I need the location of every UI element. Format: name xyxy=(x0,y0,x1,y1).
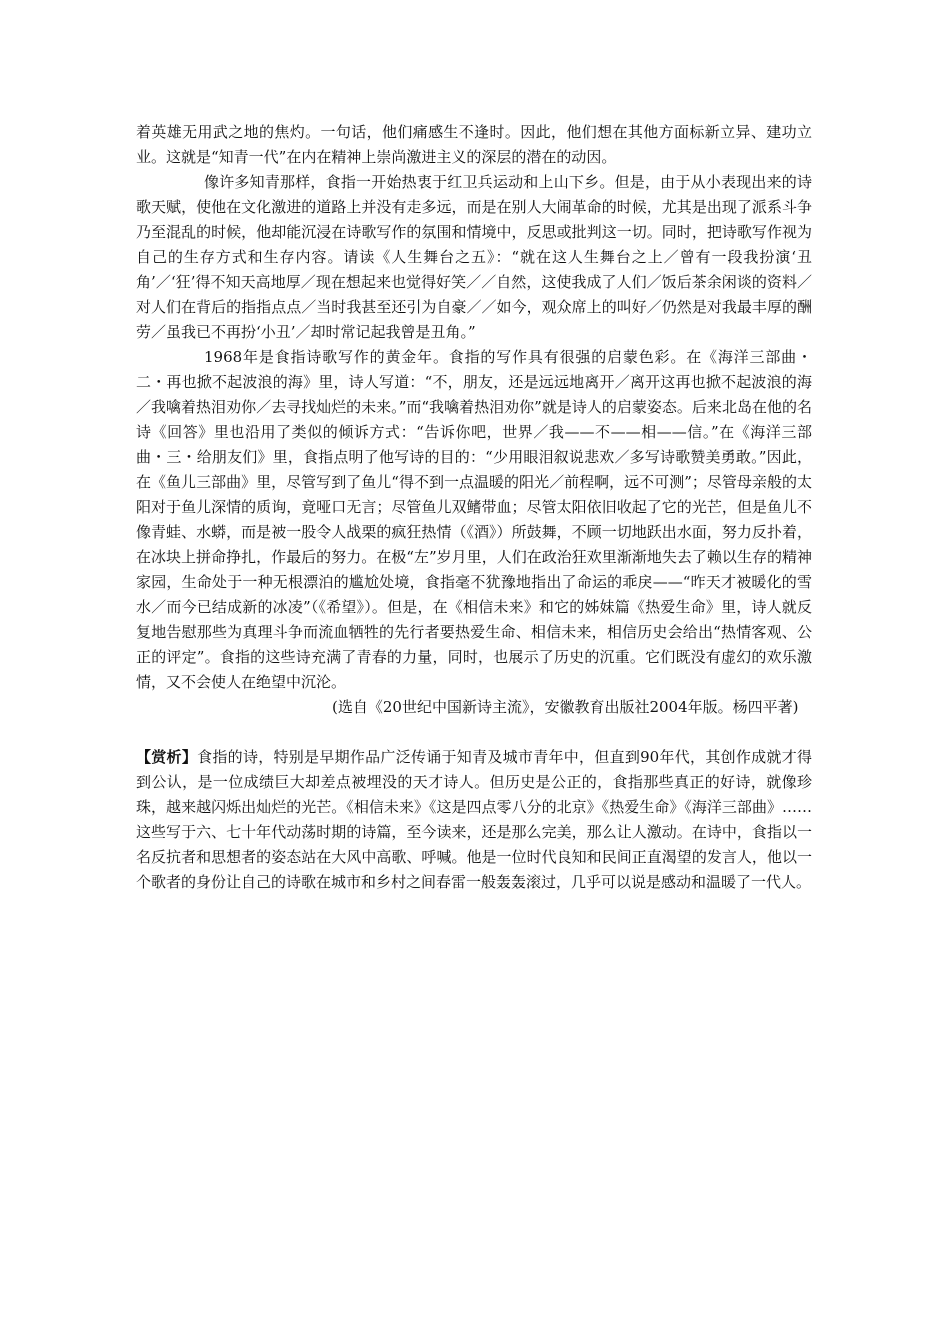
appreciation-label: 【赏析】 xyxy=(136,748,198,766)
section-gap xyxy=(136,720,812,745)
paragraph-2: 像许多知青那样，食指一开始热衷于红卫兵运动和上山下乡。但是，由于从小表现出来的诗歌天赋，使他在文化激进的道路上并没有走多远，而是在别人大闹革命的时候，尤其是出现了派系斗争乃至混乱的时候，他却能沉浸在诗歌写作的氛围和情境中，反思或批判这一切。同时，把诗歌写作视为自己的生存方式和生存内容。请读《人生舞台之五》：“就在这人生舞台之上／曾有一段我扮演‘丑角’／‘狂’得不知天高地厚／现在想起来也觉得好笑／／自然，这使我成了人们／饭后茶余闲谈的资料／对人们在背后的指指点点／当时我甚至还引为自豪／／如今，观众席上的叫好／仍然是对我最丰厚的酬劳／虽我已不再扮‘小丑’／却时常记起我曾是丑角。” xyxy=(136,173,812,341)
paragraph-3: 1968年是食指诗歌写作的黄金年。食指的写作具有很强的启蒙色彩。在《海洋三部曲・二・再也掀不起波浪的海》里，诗人写道：“不，朋友，还是远远地离开／离开这再也掀不起波浪的海／我噙着热泪劝你／去寻找灿烂的未来。”而“我噙着热泪劝你”就是诗人的启蒙姿态。后来北岛在他的名诗《回答》里也沿用了类似的倾诉方式：“告诉你吧，世界／我——不——相——信。”在《海洋三部曲・三・给朋友们》里，食指点明了他写诗的目的：“少用眼泪叙说悲欢／多写诗歌赞美勇敢。”因此，在《鱼儿三部曲》里，尽管写到了鱼儿“得不到一点温暖的阳光／前程啊，远不可测”；尽管母亲般的太阳对于鱼儿深情的质询，竟哑口无言；尽管鱼儿双鳍带血；尽管太阳依旧收起了它的光芒，但是鱼儿不像青蛙、水蟒，而是被一股令人战栗的疯狂热情（《酒》）所鼓舞，不顾一切地跃出水面，努力反扑着，在冰块上拼命挣扎，作最后的努力。在极“左”岁月里，人们在政治狂欢里渐渐地失去了赖以生存的精神家园，生命处于一种无根漂泊的尴尬处境，食指毫不犹豫地指出了命运的乖戾——“昨天才被暖化的雪水／而今已结成新的冰凌”（《希望》）。但是，在《相信未来》和它的姊妹篇《热爱生命》里，诗人就反复地告慰那些为真理斗争而流血牺牲的先行者要热爱生命、相信未来，相信历史会给出“热情客观、公正的评定”。食指的这些诗充满了青春的力量，同时，也展示了历史的沉重。它们既没有虚幻的欢乐激情，又不会使人在绝望中沉沦。 xyxy=(136,348,812,691)
appreciation-paragraph xyxy=(136,745,812,895)
citation: (选自《20世纪中国新诗主流》，安徽教育出版社2004年版。杨四平著) xyxy=(332,698,799,716)
appreciation-text: 食指的诗，特别是早期作品广泛传诵于知青及城市青年中，但直到90年代，其创作成就才得到公认，是一位成绩巨大却差点被埋没的天才诗人。但历史是公正的，食指那些真正的好诗，就像珍珠，越来越闪烁出灿烂的光芒。《相信未来》《这是四点零八分的北京》《热爱生命》《海洋三部曲》……这些写于六、七十年代动荡时期的诗篇，至今读来，还是那么完美，那么让人激动。在诗中，食指以一名反抗者和思想者的姿态站在大风中高歌、呼喊。他是一位时代良知和民间正直渴望的发言人，他以一个歌者的身份让自己的诗歌在城市和乡村之间春雷一般轰轰滚过，几乎可以说是感动和温暖了一代人。 xyxy=(136,748,812,891)
paragraph-1: 着英雄无用武之地的焦灼。一句话，他们痛感生不逢时。因此，他们想在其他方面标新立异、建功立业。这就是“知青一代”在内在精神上崇尚激进主义的深层的潜在的动因。 xyxy=(136,123,812,166)
document-page xyxy=(136,120,812,895)
